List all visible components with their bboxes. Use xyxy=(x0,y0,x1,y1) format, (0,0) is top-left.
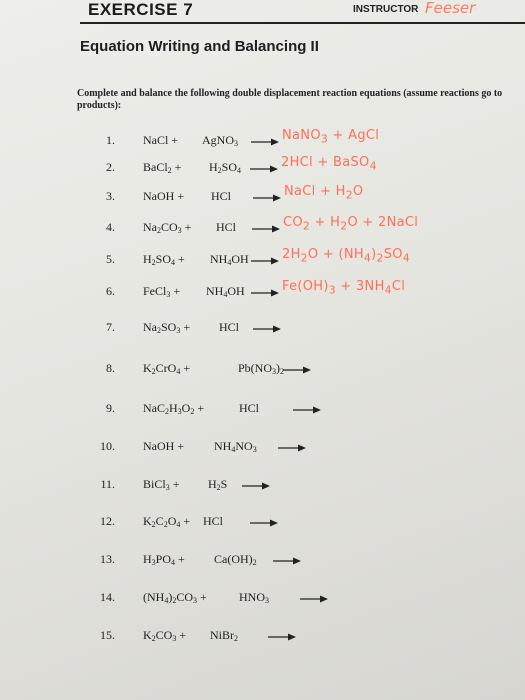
problem-number: 3. xyxy=(106,189,115,203)
reactant-2: $Ca(OH)_2$ xyxy=(214,552,257,567)
reactant-1: $K_2CO_3$ + xyxy=(143,628,187,643)
reactant-2: $NH_4NO_3$ xyxy=(214,439,257,454)
reactant-2: $NH_4OH$ xyxy=(210,252,249,267)
reactant-1: $H_2SO_4$ + xyxy=(143,252,185,267)
problem-row xyxy=(0,549,525,573)
reaction-arrow-icon xyxy=(283,366,311,374)
problem-row xyxy=(0,398,525,422)
reactant-1: BaCl$_2$ + xyxy=(143,160,182,175)
problem-row xyxy=(0,130,525,154)
reactant-2: HCl xyxy=(219,320,240,334)
reactant-2: HCl xyxy=(216,220,237,234)
problem-row xyxy=(0,511,525,535)
reactant-1: NaOH + xyxy=(143,439,185,453)
reactant-2: AgNO$_3$ xyxy=(202,133,238,148)
reaction-arrow-icon xyxy=(273,557,301,565)
reactant-1: $Na_2SO_3$ + xyxy=(143,320,191,335)
reaction-arrow-icon xyxy=(250,165,278,173)
handwritten-answer: NaNO$_3$ + AgCl xyxy=(282,128,380,146)
reactant-2: NiBr$_2$ xyxy=(210,628,238,643)
problem-row xyxy=(0,625,525,649)
reactant-1: $NaC_2H_3O_2$ + xyxy=(143,401,205,416)
reactant-2: HCl xyxy=(239,401,260,415)
reaction-arrow-icon xyxy=(300,595,328,603)
problem-row xyxy=(0,358,525,382)
reaction-arrow-icon xyxy=(293,406,321,414)
reactant-1: NaCl + xyxy=(143,133,179,147)
problem-row xyxy=(0,317,525,341)
problem-row xyxy=(0,249,525,273)
reactant-1: BiCl$_3$ + xyxy=(143,477,180,492)
instructor-name-handwritten: Feeser xyxy=(425,0,476,17)
reactant-2: $NH_4OH$ xyxy=(206,284,245,299)
page-title: Equation Writing and Balancing II xyxy=(80,38,319,55)
reactant-2: $Pb(NO_3)_2$ xyxy=(238,361,285,376)
problem-number: 12. xyxy=(100,514,115,528)
reactant-1: $Na_2CO_3$ + xyxy=(143,220,192,235)
reaction-arrow-icon xyxy=(251,138,279,146)
problem-number: 8. xyxy=(106,361,115,375)
reaction-arrow-icon xyxy=(253,325,281,333)
reaction-arrow-icon xyxy=(252,225,280,233)
problem-number: 9. xyxy=(106,401,115,415)
problem-row xyxy=(0,587,525,611)
reactant-1: $K_2CrO_4$ + xyxy=(143,361,191,376)
problem-row xyxy=(0,217,525,241)
handwritten-answer: $2H_2O + (NH_4)_2SO_4$ xyxy=(282,247,410,265)
problem-number: 13. xyxy=(100,552,115,566)
handwritten-answer: 2HCl + BaSO$_4$ xyxy=(281,155,377,173)
reaction-arrow-icon xyxy=(253,194,281,202)
reaction-arrow-icon xyxy=(242,482,270,490)
reactant-2: HCl xyxy=(211,189,232,203)
problem-number: 7. xyxy=(106,320,115,334)
reaction-arrow-icon xyxy=(278,444,306,452)
reactant-2: $H_2SO_4$ xyxy=(209,160,242,175)
reactant-1: $(NH_4)_2CO_3$ + xyxy=(143,590,207,605)
problem-number: 11. xyxy=(100,477,115,491)
handwritten-answer: NaCl + $H_2O$ xyxy=(284,184,364,202)
problem-number: 5. xyxy=(106,252,115,266)
reaction-arrow-icon xyxy=(251,289,279,297)
reactant-2: $HNO_3$ xyxy=(239,590,269,605)
problem-row xyxy=(0,436,525,460)
reaction-arrow-icon xyxy=(251,257,279,265)
reactant-1: $H_3PO_4$ + xyxy=(143,552,185,567)
problem-row xyxy=(0,157,525,181)
problem-number: 6. xyxy=(106,284,115,298)
reaction-arrow-icon xyxy=(250,519,278,527)
reaction-arrow-icon xyxy=(268,633,296,641)
instructor-label: INSTRUCTOR xyxy=(353,4,419,15)
header-divider xyxy=(80,22,525,24)
reactant-1: $K_2C_2O_4$ + xyxy=(143,514,191,529)
problem-number: 1. xyxy=(106,133,115,147)
problem-number: 4. xyxy=(106,220,115,234)
reactant-1: NaOH + xyxy=(143,189,185,203)
problem-number: 15. xyxy=(100,628,115,642)
instructions-text: Complete and balance the following double displacement reaction equations (assume reactions go to products): xyxy=(77,88,503,111)
handwritten-answer: $CO_2 + H_2O$ + 2NaCl xyxy=(283,215,419,233)
problem-row xyxy=(0,474,525,498)
problem-row xyxy=(0,281,525,305)
reactant-2: $H_2S$ xyxy=(208,477,228,492)
handwritten-answer: $Fe(OH)_3 + 3NH_4Cl$ xyxy=(282,279,406,297)
problem-number: 10. xyxy=(100,439,115,453)
problem-number: 14. xyxy=(100,590,115,604)
problem-number: 2. xyxy=(106,160,115,174)
exercise-label: EXERCISE 7 xyxy=(88,0,194,19)
reactant-2: HCl xyxy=(203,514,224,528)
problem-row xyxy=(0,186,525,210)
reactant-1: FeCl$_3$ + xyxy=(143,284,181,299)
